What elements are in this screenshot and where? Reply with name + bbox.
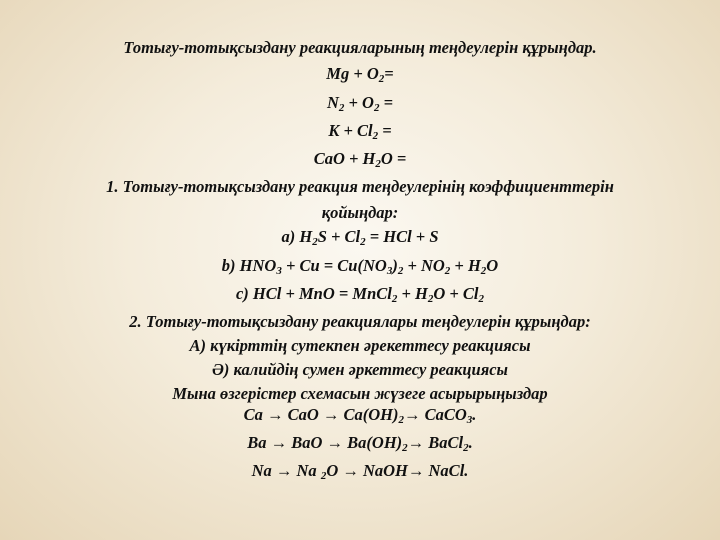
subscript: 2 [463,442,469,454]
line-14 [0,405,720,425]
line-16 [0,461,720,481]
text-segment: қойыңдар: [321,203,399,222]
text-segment: CaO + H [313,149,376,168]
text-segment: O [486,256,499,275]
text-segment: O → NaOH→ NaCl. [326,461,469,480]
text-segment: c) HCl + MnO = MnCl [235,284,392,303]
line-15 [0,433,720,453]
text-segment: Ә) калийдің сумен әркеттесу реакциясы [211,360,508,379]
text-segment: b) HNO [221,256,277,275]
text-segment: А) күкірттің сутекпен әрекеттесу реакциясы [189,336,531,355]
line-3 [0,121,720,141]
text-segment: Мына өзгерістер схемасын жүзеге асырырыңыздар [172,384,548,403]
line-4 [0,149,720,169]
line-5 [0,177,720,197]
subscript: 2 [391,293,398,305]
text-segment: Ca → CaO → Ca(OH) [243,405,399,424]
text-segment: + H [397,284,428,303]
line-10 [0,312,720,332]
text-segment: + O [344,93,374,112]
text-segment: S + Cl [317,227,361,246]
subscript: 3 [276,265,282,277]
text-segment: a) H [281,227,313,246]
text-segment: Mg + O [326,64,379,83]
text-segment: + NO [403,256,445,275]
text-segment: Ba → BaO → Ba(OH) [247,433,403,452]
text-segment: K + Cl [328,121,373,140]
line-2 [0,93,720,113]
text-segment: 1. Тотығу-тотықсыздану реакция теңдеулерінің коэффициенттерін [106,177,614,196]
line-7 [0,227,720,247]
subscript: 2 [402,442,408,454]
text-segment: 2. Тотығу-тотықсыздану реакциялары теңдеулерін құрыңдар: [129,312,591,331]
line-12 [0,360,720,380]
text-segment: O + Cl [433,284,479,303]
text-segment: N [326,93,339,112]
line-11 [0,336,720,356]
subscript: 2 [478,293,485,305]
subscript: 2 [360,236,366,248]
subscript: 2 [338,102,345,114]
text-segment: O = [380,149,407,168]
subscript: 2 [312,236,318,248]
subscript: 3 [386,265,393,277]
subscript: 2 [378,73,385,85]
text-segment: + H [450,256,481,275]
subscript: 2 [375,158,381,170]
subscript: 3 [466,414,473,426]
text-segment: = HCl + S [365,227,439,246]
text-segment: = [384,64,394,83]
text-segment: + Cu = Cu(NO [281,256,387,275]
line-1 [0,64,720,84]
subscript: 2 [444,265,451,277]
text-segment: → CaCO [403,405,467,424]
subscript: 2 [320,470,327,482]
subscript: 2 [480,265,487,277]
subscript: 2 [427,293,434,305]
line-9 [0,284,720,304]
text-segment: . [472,405,477,424]
line-6 [0,203,720,223]
text-segment: → BaCl [407,433,464,452]
text-segment: = [378,121,392,140]
subscript: 2 [397,265,404,277]
subscript: 2 [372,130,379,142]
text-segment: = [379,93,394,112]
slide-title: Тотығу-тотықсыздану реакцияларының теңдеулерін құрыңдар. [123,38,597,57]
text-segment: . [468,433,473,452]
line-8 [0,256,720,276]
subscript: 2 [373,102,380,114]
text-segment: Na → Na [251,461,321,480]
line-13 [0,384,720,404]
subscript: 2 [398,414,404,426]
text-segment: ) [392,256,398,275]
